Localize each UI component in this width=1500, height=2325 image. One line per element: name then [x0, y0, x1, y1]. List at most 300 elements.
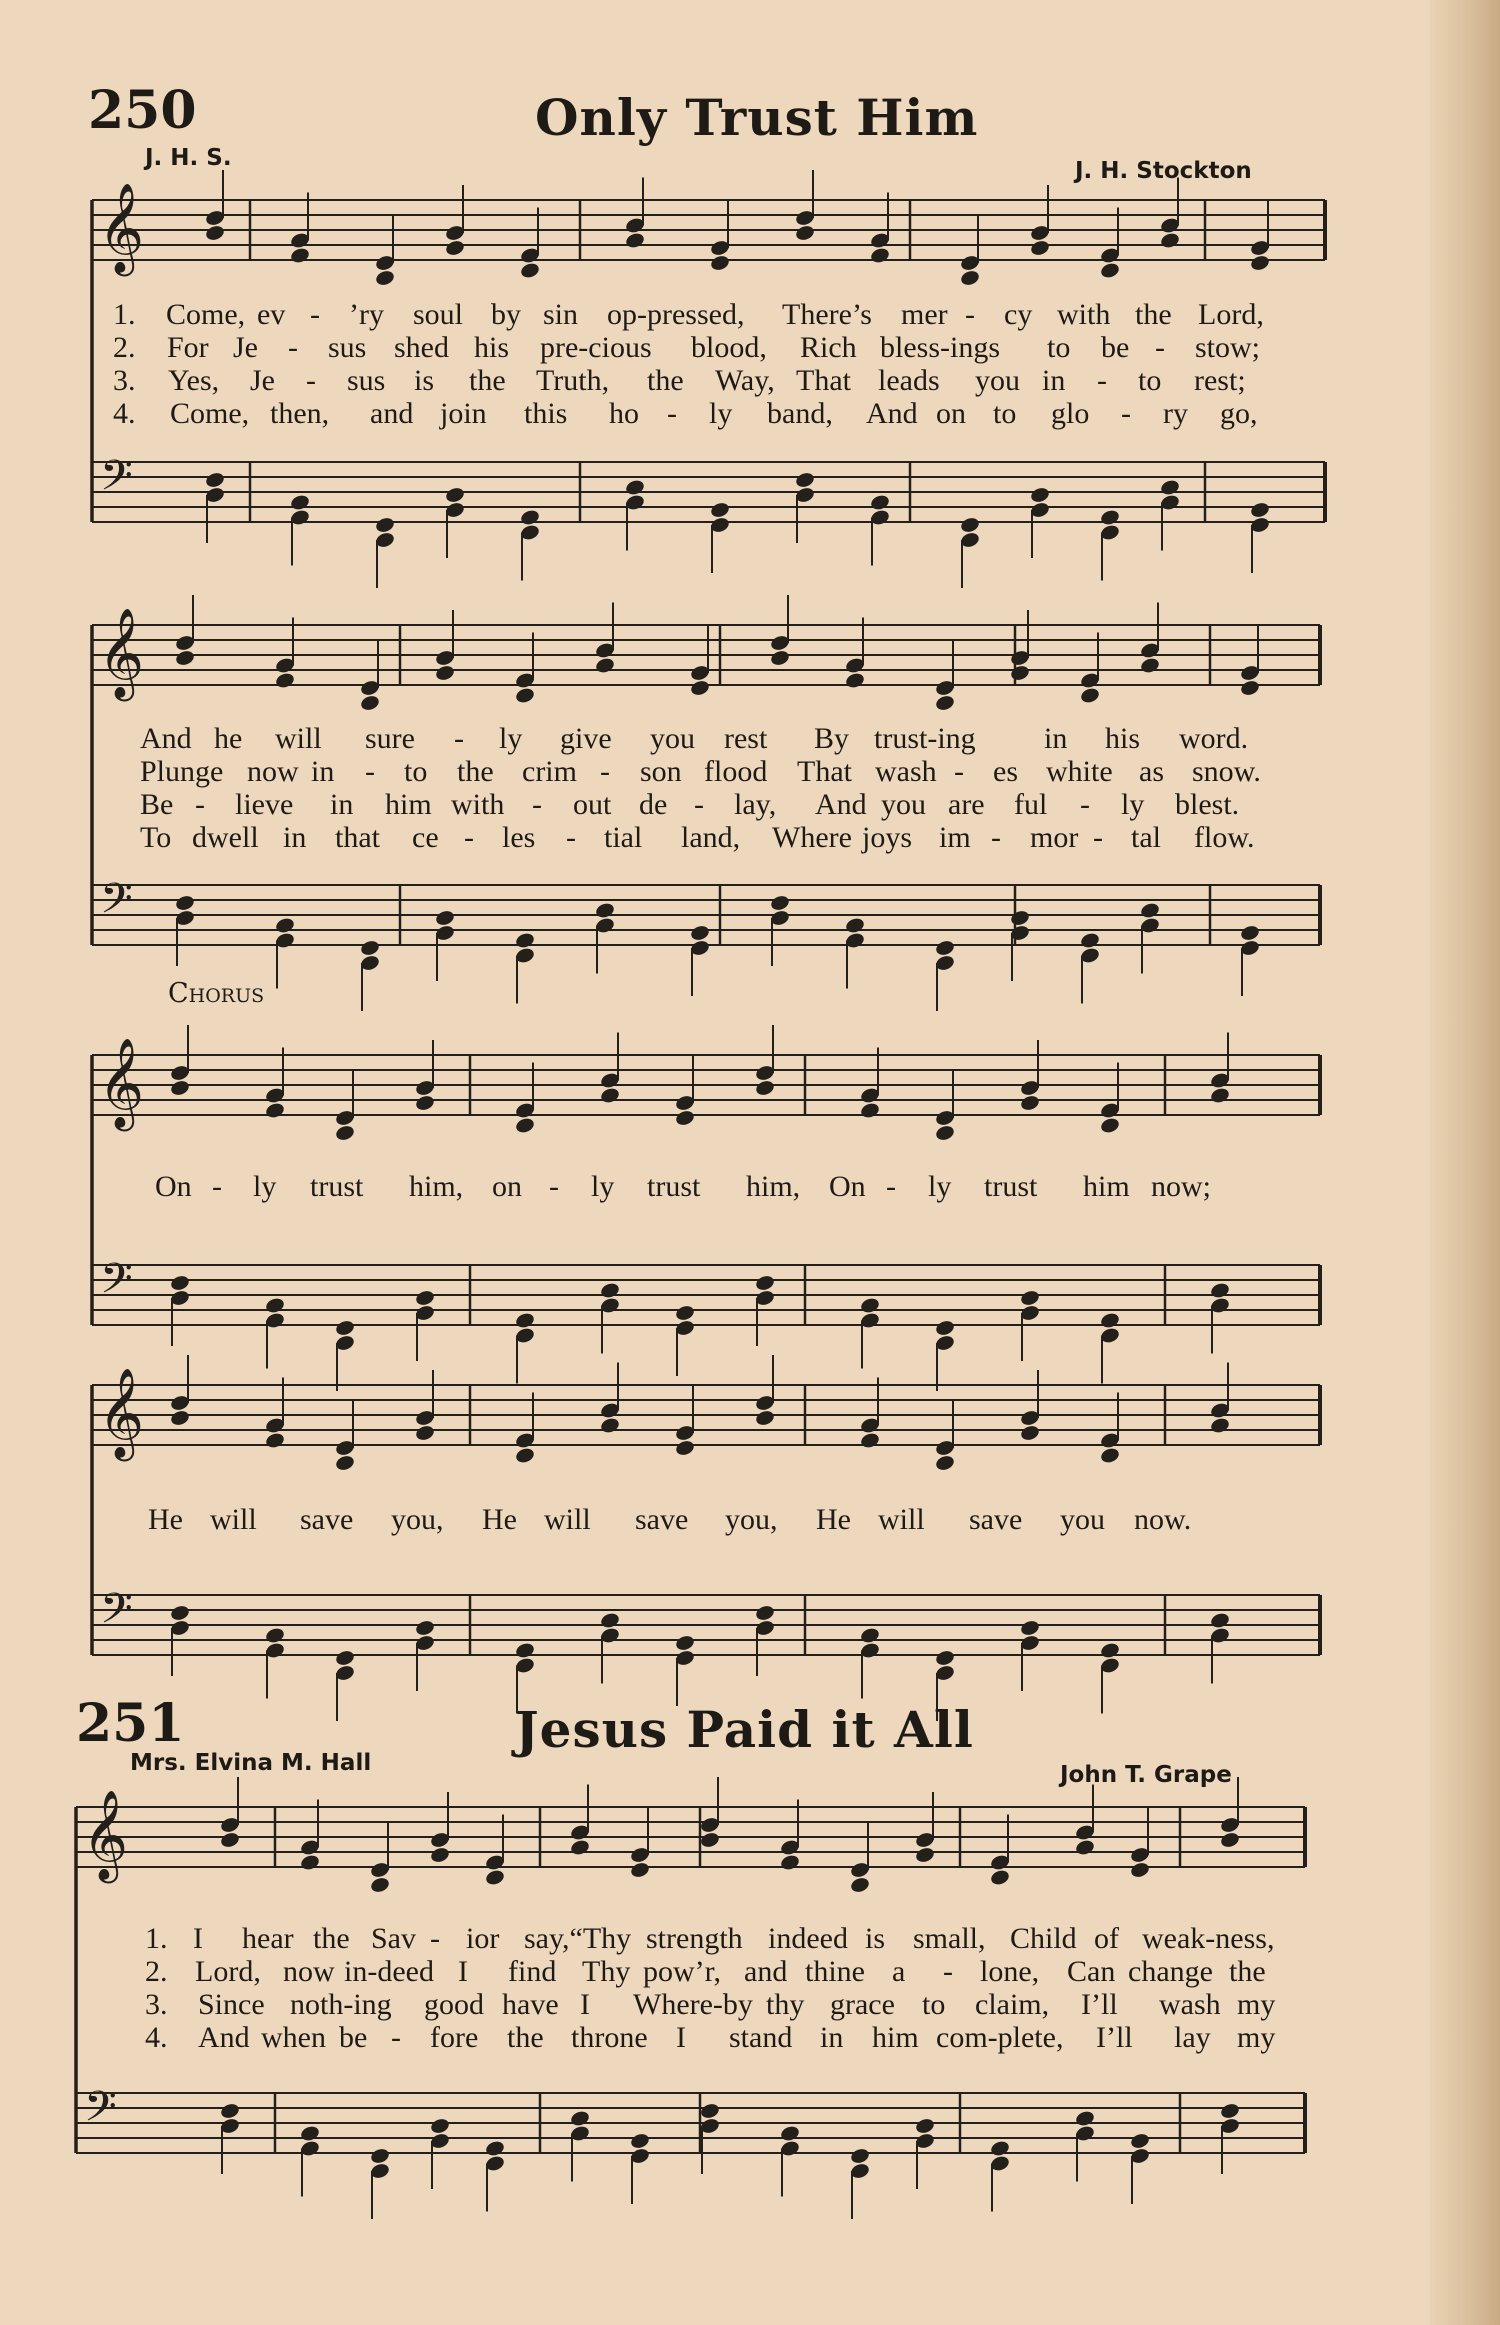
note-head	[1209, 1611, 1230, 1629]
note-head	[859, 1296, 880, 1314]
note-head	[1029, 239, 1050, 257]
note-head	[754, 1409, 775, 1427]
lyric-syllable: you,	[725, 1503, 778, 1536]
lyric-syllable: By	[814, 722, 850, 755]
lyric-syllable: Child	[1010, 1922, 1077, 1955]
lyric-syllable: glo	[1051, 397, 1090, 430]
bass-clef: 𝄢	[100, 452, 133, 511]
hymn-number-251: 251	[76, 1693, 185, 1754]
lyric-syllable: join	[440, 397, 487, 430]
note-head	[599, 1086, 620, 1104]
lyric-syllable: Lord,	[195, 1955, 261, 1988]
note-head	[674, 1439, 695, 1457]
syllable-hyphen: -	[310, 298, 320, 331]
note-head	[1019, 1424, 1040, 1442]
lyric-syllable: with	[451, 788, 505, 821]
lyric-syllable: noth-ing	[290, 1988, 392, 2021]
lyric-syllable: in	[1044, 722, 1068, 755]
lyric-syllable: that	[335, 821, 380, 854]
note-head	[1219, 2102, 1240, 2120]
note-head	[169, 1079, 190, 1097]
syllable-hyphen: -	[454, 722, 464, 755]
words-credit: J. H. S.	[145, 145, 232, 171]
lyric-syllable: I	[193, 1922, 203, 1955]
lyric-syllable: in	[283, 821, 307, 854]
note-head	[169, 1274, 190, 1292]
note-head	[444, 486, 465, 504]
lyric-syllable: sure	[365, 722, 415, 755]
note-head	[569, 2109, 590, 2127]
note-head	[1009, 909, 1030, 927]
lyric-syllable: of	[1094, 1922, 1119, 1955]
lyric-syllable: I	[676, 2021, 686, 2054]
lyric-syllable: Je	[250, 364, 275, 397]
lyric-syllable: the	[313, 1922, 350, 1955]
lyric-syllable: will	[544, 1503, 591, 1536]
lyric-syllable: small,	[913, 1922, 986, 1955]
lyric-syllable: ly	[499, 722, 523, 755]
syllable-hyphen: -	[532, 788, 542, 821]
lyric-syllable: give	[560, 722, 612, 755]
note-head	[934, 939, 955, 957]
note-head	[1099, 261, 1120, 279]
lyric-syllable: shed	[394, 331, 449, 364]
syllable-hyphen: -	[288, 331, 298, 364]
lyric-syllable: And	[866, 397, 918, 430]
lyric-syllable: and	[744, 1955, 788, 1988]
lyric-syllable: by	[491, 298, 521, 331]
lyric-syllable: to	[922, 1988, 946, 2021]
lyric-syllable: now	[283, 1955, 335, 1988]
treble-clef: 𝄞	[98, 183, 145, 273]
lyric-syllable: now;	[1151, 1170, 1211, 1203]
note-head	[624, 478, 645, 496]
note-head	[934, 1649, 955, 1667]
lyric-syllable: I’ll	[1096, 2021, 1133, 2054]
note-head	[849, 1876, 870, 1894]
lyric-syllable: weak-ness,	[1142, 1922, 1275, 1955]
note-head	[1129, 2132, 1150, 2150]
lyric-syllable: pow’r,	[643, 1955, 721, 1988]
lyric-syllable: change	[1128, 1955, 1213, 1988]
lyric-syllable: hear	[242, 1922, 294, 1955]
lyric-syllable: save	[300, 1503, 354, 1536]
lyric-syllable: 3.	[145, 1988, 168, 2021]
lyric-syllable: him,	[409, 1170, 464, 1203]
bass-clef: 𝄢	[100, 1255, 133, 1314]
lyric-syllable: Plunge	[140, 755, 224, 788]
lyric-syllable: save	[969, 1503, 1023, 1536]
lyric-syllable: say,“Thy	[524, 1922, 632, 1955]
note-head	[754, 1274, 775, 1292]
note-head	[514, 686, 535, 704]
bass-clef: 𝄢	[84, 2083, 117, 2142]
lyric-syllable: les	[502, 821, 536, 854]
lyric-syllable: lieve	[235, 788, 294, 821]
note-head	[914, 2117, 935, 2135]
note-head	[1239, 924, 1260, 942]
note-head	[959, 269, 980, 287]
note-head	[599, 1416, 620, 1434]
lyric-syllable: indeed	[768, 1922, 848, 1955]
lyric-syllable: sus	[328, 331, 367, 364]
treble-clef: 𝄞	[98, 608, 145, 698]
lyric-syllable: Lord,	[1198, 298, 1264, 331]
lyric-syllable: his	[1105, 722, 1141, 755]
syllable-hyphen: -	[391, 2021, 401, 2054]
lyric-syllable: will	[275, 722, 322, 755]
syllable-hyphen: -	[1080, 788, 1090, 821]
note-head	[859, 1626, 880, 1644]
note-head	[1139, 901, 1160, 919]
note-head	[274, 671, 295, 689]
lyric-syllable: ful	[1014, 788, 1048, 821]
lyric-syllable: are	[948, 788, 985, 821]
lyric-syllable: trust	[984, 1170, 1038, 1203]
lyric-syllable: Where-by	[633, 1988, 753, 2021]
note-head	[264, 1101, 285, 1119]
lyric-syllable: fore	[430, 2021, 479, 2054]
note-head	[289, 493, 310, 511]
note-head	[794, 471, 815, 489]
note-head	[989, 2139, 1010, 2157]
note-head	[1209, 1416, 1230, 1434]
lyric-syllable: He	[816, 1503, 851, 1536]
note-head	[594, 656, 615, 674]
note-head	[934, 1319, 955, 1337]
lyric-syllable: claim,	[975, 1988, 1050, 2021]
lyric-syllable: in	[820, 2021, 844, 2054]
note-head	[1074, 1838, 1095, 1856]
note-head	[334, 1649, 355, 1667]
lyric-syllable: 1.	[113, 298, 136, 331]
note-head	[754, 1079, 775, 1097]
lyric-syllable: and	[370, 397, 414, 430]
lyric-syllable: in	[311, 755, 335, 788]
note-head	[484, 2139, 505, 2157]
hymn-number: 250	[88, 80, 197, 141]
syllable-hyphen: -	[1093, 821, 1103, 854]
note-head	[374, 516, 395, 534]
note-head	[204, 224, 225, 242]
note-head	[274, 916, 295, 934]
note-head	[514, 931, 535, 949]
note-head	[514, 1641, 535, 1659]
lyric-syllable: I	[458, 1955, 468, 1988]
lyric-syllable: 2.	[145, 1955, 168, 1988]
lyric-syllable: he	[214, 722, 243, 755]
lyric-syllable: the	[457, 755, 494, 788]
syllable-hyphen: -	[1121, 397, 1131, 430]
note-head	[674, 1109, 695, 1127]
lyric-syllable: go,	[1220, 397, 1258, 430]
lyric-syllable: to	[993, 397, 1017, 430]
note-head	[414, 1094, 435, 1112]
note-head	[514, 1116, 535, 1134]
note-head	[844, 671, 865, 689]
lyric-syllable: stow;	[1195, 331, 1261, 364]
lyric-syllable: Truth,	[536, 364, 610, 397]
syllable-hyphen: -	[566, 821, 576, 854]
music-credit: J. H. Stockton	[1075, 158, 1252, 184]
lyric-syllable: trust	[647, 1170, 701, 1203]
note-head	[844, 916, 865, 934]
lyric-syllable: trust	[310, 1170, 364, 1203]
lyric-syllable: es	[993, 755, 1018, 788]
syllable-hyphen: -	[943, 1955, 953, 1988]
lyric-syllable: to	[404, 755, 428, 788]
note-head	[1239, 679, 1260, 697]
note-head	[219, 1831, 240, 1849]
lyric-syllable: joys	[862, 821, 913, 854]
lyric-syllable: Come,	[166, 298, 246, 331]
note-head	[414, 1424, 435, 1442]
lyric-syllable: find	[508, 1955, 557, 1988]
lyric-syllable: snow.	[1192, 755, 1261, 788]
lyric-syllable: be	[1101, 331, 1130, 364]
syllable-hyphen: -	[195, 788, 205, 821]
lyric-syllable: 1.	[145, 1922, 168, 1955]
lyric-syllable: thy	[766, 1988, 805, 2021]
lyric-syllable: wash	[875, 755, 937, 788]
note-head	[1159, 478, 1180, 496]
note-head	[444, 239, 465, 257]
note-head	[599, 1611, 620, 1629]
lyric-syllable: Can	[1067, 1955, 1116, 1988]
note-head	[369, 1876, 390, 1894]
hymn-title: Only Trust Him	[535, 88, 979, 147]
treble-clef: 𝄞	[98, 1368, 145, 1458]
lyric-syllable: tial	[604, 821, 643, 854]
lyric-syllable: word.	[1179, 722, 1249, 755]
syllable-hyphen: -	[430, 1922, 440, 1955]
words-credit-251: Mrs. Elvina M. Hall	[130, 1750, 372, 1776]
note-head	[264, 1296, 285, 1314]
lyric-syllable: sin	[543, 298, 579, 331]
note-head	[1019, 1619, 1040, 1637]
lyric-syllable: flood	[704, 755, 768, 788]
note-head	[1099, 1446, 1120, 1464]
lyric-syllable: Thy	[582, 1955, 631, 1988]
bass-clef: 𝄢	[100, 1585, 133, 1644]
lyric-syllable: And	[198, 2021, 250, 2054]
lyric-syllable: For	[167, 331, 209, 364]
lyric-syllable: pre-cious	[540, 331, 652, 364]
syllable-hyphen: -	[1097, 364, 1107, 397]
lyric-syllable: blood,	[691, 331, 767, 364]
lyric-syllable: rest	[724, 722, 768, 755]
lyric-syllable: blest.	[1175, 788, 1240, 821]
note-head	[599, 1281, 620, 1299]
treble-clef: 𝄞	[98, 1038, 145, 1128]
note-head	[429, 2117, 450, 2135]
lyric-syllable: Sav	[371, 1922, 416, 1955]
note-head	[374, 269, 395, 287]
lyric-syllable: grace	[830, 1988, 895, 2021]
lyric-syllable: rest;	[1194, 364, 1246, 397]
lyric-syllable: now	[247, 755, 299, 788]
lyric-syllable: throne	[571, 2021, 648, 2054]
lyric-syllable: trust-ing	[874, 722, 976, 755]
lyric-syllable: Be	[140, 788, 174, 821]
note-head	[429, 1846, 450, 1864]
note-head	[1129, 1861, 1150, 1879]
lyric-syllable: him,	[746, 1170, 801, 1203]
lyric-syllable: To	[140, 821, 172, 854]
lyric-syllable: 3.	[113, 364, 136, 397]
lyric-syllable: Rich	[800, 331, 857, 364]
note-head	[1074, 2109, 1095, 2127]
syllable-hyphen: -	[600, 755, 610, 788]
note-head	[1079, 686, 1100, 704]
lyric-syllable: have	[502, 1988, 559, 2021]
lyric-syllable: thine	[805, 1955, 865, 1988]
lyric-syllable: And	[815, 788, 867, 821]
note-head	[1099, 1311, 1120, 1329]
note-head	[779, 1853, 800, 1871]
note-head	[569, 1838, 590, 1856]
lyric-syllable: lone,	[980, 1955, 1040, 1988]
lyric-syllable: On	[155, 1170, 192, 1203]
lyric-syllable: you	[1060, 1503, 1105, 1536]
lyric-syllable: im	[939, 821, 971, 854]
lyric-syllable: com-plete,	[936, 2021, 1064, 2054]
note-head	[359, 694, 380, 712]
note-head	[699, 1831, 720, 1849]
lyric-syllable: you,	[391, 1503, 444, 1536]
note-head	[434, 664, 455, 682]
hymn-title-251: Jesus Paid it All	[515, 1700, 974, 1759]
lyric-syllable: mor	[1030, 821, 1079, 854]
lyric-syllable: on	[936, 397, 966, 430]
syllable-hyphen: -	[549, 1170, 559, 1203]
note-head	[709, 501, 730, 519]
syllable-hyphen: -	[991, 821, 1001, 854]
lyric-syllable: lay	[1174, 2021, 1211, 2054]
lyric-syllable: ’ry	[349, 298, 384, 331]
lyric-syllable: ry	[1163, 397, 1188, 430]
note-head	[769, 894, 790, 912]
syllable-hyphen: -	[954, 755, 964, 788]
note-head	[414, 1289, 435, 1307]
lyric-syllable: the	[469, 364, 506, 397]
lyric-syllable: ly	[253, 1170, 277, 1203]
lyric-syllable: out	[573, 788, 612, 821]
note-head	[1209, 1086, 1230, 1104]
syllable-hyphen: -	[965, 298, 975, 331]
chorus-label: Chorus	[168, 978, 265, 1009]
note-head	[629, 1861, 650, 1879]
lyric-syllable: land,	[681, 821, 741, 854]
lyric-syllable: ly	[928, 1170, 952, 1203]
note-head	[264, 1431, 285, 1449]
lyric-syllable: will	[878, 1503, 925, 1536]
syllable-hyphen: -	[464, 821, 474, 854]
lyric-syllable: He	[148, 1503, 183, 1536]
lyric-syllable: son	[640, 755, 682, 788]
note-head	[914, 1846, 935, 1864]
lyric-syllable: band,	[767, 397, 833, 430]
lyric-syllable: the	[507, 2021, 544, 2054]
lyric-syllable: on	[492, 1170, 522, 1203]
lyric-syllable: flow.	[1194, 821, 1255, 854]
note-head	[369, 2147, 390, 2165]
note-head	[934, 1124, 955, 1142]
lyric-syllable: ly	[591, 1170, 615, 1203]
lyric-syllable: ev	[257, 298, 286, 331]
lyric-syllable: There’s	[782, 298, 872, 331]
note-head	[414, 1619, 435, 1637]
note-head	[769, 649, 790, 667]
lyric-syllable: ce	[412, 821, 439, 854]
lyric-syllable: lay,	[734, 788, 777, 821]
lyric-syllable: stand	[729, 2021, 793, 2054]
lyric-syllable: my	[1237, 2021, 1276, 2054]
syllable-hyphen: -	[694, 788, 704, 821]
lyric-syllable: the	[1135, 298, 1172, 331]
note-head	[334, 1319, 355, 1337]
lyric-syllable: strength	[646, 1922, 743, 1955]
note-head	[1159, 231, 1180, 249]
lyric-syllable: the	[647, 364, 684, 397]
bass-clef: 𝄢	[100, 875, 133, 934]
lyric-syllable: Way,	[715, 364, 775, 397]
music-credit-251: John T. Grape	[1060, 1762, 1232, 1788]
lyric-syllable: Je	[233, 331, 258, 364]
lyric-syllable: ly	[709, 397, 733, 430]
note-head	[629, 2132, 650, 2150]
note-head	[174, 894, 195, 912]
note-head	[934, 694, 955, 712]
syllable-hyphen: -	[886, 1170, 896, 1203]
note-head	[1209, 1281, 1230, 1299]
note-head	[1099, 1116, 1120, 1134]
lyric-syllable: will	[210, 1503, 257, 1536]
lyric-syllable: sus	[347, 364, 386, 397]
syllable-hyphen: -	[365, 755, 375, 788]
syllable-hyphen: -	[212, 1170, 222, 1203]
lyric-syllable: 2.	[113, 331, 136, 364]
note-head	[1079, 931, 1100, 949]
lyric-syllable: bless-ings	[880, 331, 1000, 364]
lyric-syllable: tal	[1131, 821, 1161, 854]
lyric-syllable: now.	[1134, 1503, 1192, 1536]
note-head	[1249, 501, 1270, 519]
lyric-syllable: I’ll	[1081, 1988, 1118, 2021]
lyric-syllable: to	[1138, 364, 1162, 397]
note-head	[859, 1101, 880, 1119]
note-head	[1099, 1641, 1120, 1659]
lyric-syllable: 4.	[145, 2021, 168, 2054]
note-head	[699, 2102, 720, 2120]
lyric-syllable: wash	[1159, 1988, 1221, 2021]
lyric-syllable: 4.	[113, 397, 136, 430]
lyric-syllable: crim	[522, 755, 577, 788]
lyric-syllable: He	[482, 1503, 517, 1536]
lyric-syllable: On	[829, 1170, 866, 1203]
lyric-syllable: And	[140, 722, 192, 755]
note-head	[299, 1853, 320, 1871]
lyric-syllable: Come,	[170, 397, 250, 430]
note-head	[709, 254, 730, 272]
lyric-syllable: That	[797, 755, 852, 788]
syllable-hyphen: -	[1155, 331, 1165, 364]
note-head	[359, 939, 380, 957]
note-head	[859, 1431, 880, 1449]
note-head	[1019, 1094, 1040, 1112]
note-head	[169, 1604, 190, 1622]
note-head	[334, 1124, 355, 1142]
